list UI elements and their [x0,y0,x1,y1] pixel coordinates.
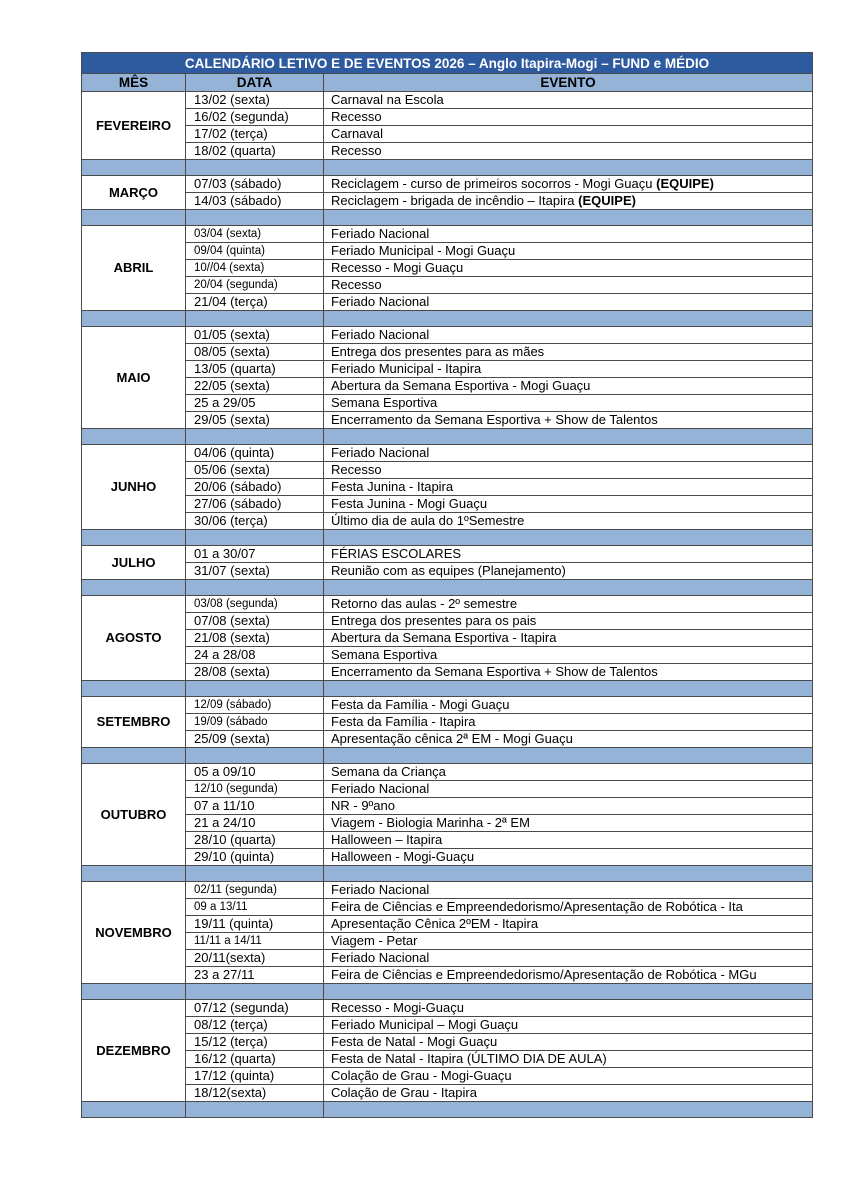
date-cell: 18/02 (quarta) [186,143,324,160]
table-row [82,479,813,496]
month-cell: DEZEMBRO [82,1000,186,1102]
date-cell: 05 a 09/10 [186,764,324,781]
date-cell: 09 a 13/11 [186,899,324,916]
event-cell [324,395,813,412]
date-cell: 03/08 (segunda) [186,596,324,613]
separator-cell [186,311,324,327]
event-team-tag: (EQUIPE) [656,176,714,191]
table-row [82,731,813,748]
event-text: Festa da Família - Mogi Guaçu [331,697,510,712]
separator-cell [82,984,186,1000]
event-text: Recesso - Mogi Guaçu [331,260,464,275]
event-cell [324,563,813,580]
date-cell: 21 a 24/10 [186,815,324,832]
event-cell [324,260,813,277]
month-separator-row [82,210,813,226]
event-cell [324,950,813,967]
event-cell [324,714,813,731]
event-cell [324,277,813,294]
event-cell [324,1017,813,1034]
month-cell: JULHO [82,546,186,580]
month-separator-row [82,866,813,882]
table-row [82,260,813,277]
event-cell [324,933,813,950]
table-row [82,445,813,462]
event-cell [324,361,813,378]
event-text: Halloween – Itapira [331,832,443,847]
event-cell [324,496,813,513]
table-row [82,496,813,513]
table-row [82,1068,813,1085]
event-text: Recesso [331,462,382,477]
date-cell: 07/03 (sábado) [186,176,324,193]
month-separator-row [82,984,813,1000]
date-cell: 07 a 11/10 [186,798,324,815]
table-row [82,664,813,681]
date-cell: 23 a 27/11 [186,967,324,984]
month-cell: AGOSTO [82,596,186,681]
date-cell: 24 a 28/08 [186,647,324,664]
event-text: Feriado Nacional [331,226,430,241]
calendar-body [82,92,813,1118]
event-cell [324,109,813,126]
table-row [82,832,813,849]
date-cell: 11/11 a 14/11 [186,933,324,950]
separator-cell [186,681,324,697]
date-cell: 28/10 (quarta) [186,832,324,849]
event-cell [324,92,813,109]
event-text: Semana da Criança [331,764,446,779]
table-row [82,764,813,781]
event-text: Feriado Nacional [331,950,430,965]
table-row [82,849,813,866]
separator-cell [324,984,813,1000]
separator-cell [324,429,813,445]
header-event: EVENTO [324,74,813,92]
date-cell: 29/10 (quinta) [186,849,324,866]
event-text: Festa da Família - Itapira [331,714,476,729]
date-cell: 08/05 (sexta) [186,344,324,361]
month-separator-row [82,1102,813,1118]
table-row [82,361,813,378]
event-cell [324,731,813,748]
table-row [82,294,813,311]
event-cell [324,1068,813,1085]
date-cell: 21/04 (terça) [186,294,324,311]
calendar-title: CALENDÁRIO LETIVO E DE EVENTOS 2026 – Anglo Itapira-Mogi – FUND e MÉDIO [82,53,813,74]
month-cell: OUTUBRO [82,764,186,866]
date-cell: 16/12 (quarta) [186,1051,324,1068]
separator-cell [186,748,324,764]
event-text: Carnaval na Escola [331,92,444,107]
event-text: Festa Junina - Itapira [331,479,454,494]
table-row [82,647,813,664]
event-text: Semana Esportiva [331,647,438,662]
date-cell: 03/04 (sexta) [186,226,324,243]
table-row [82,126,813,143]
event-text: NR - 9ºano [331,798,395,813]
table-row [82,462,813,479]
date-cell: 08/12 (terça) [186,1017,324,1034]
event-text: Entrega dos presentes para as mães [331,344,545,359]
table-row [82,596,813,613]
event-text: Último dia de aula do 1ºSemestre [331,513,525,528]
event-team-tag: (EQUIPE) [578,193,636,208]
table-row [82,882,813,899]
date-cell: 25 a 29/05 [186,395,324,412]
table-row [82,916,813,933]
event-cell [324,815,813,832]
event-cell [324,546,813,563]
table-row [82,1017,813,1034]
event-cell [324,916,813,933]
table-row [82,1085,813,1102]
month-separator-row [82,311,813,327]
table-row [82,226,813,243]
table-row [82,815,813,832]
month-cell: MAIO [82,327,186,429]
date-cell: 25/09 (sexta) [186,731,324,748]
table-row [82,546,813,563]
table-row [82,176,813,193]
date-cell: 01 a 30/07 [186,546,324,563]
event-text: Colação de Grau - Itapira [331,1085,477,1100]
event-cell [324,294,813,311]
date-cell: 21/08 (sexta) [186,630,324,647]
event-cell [324,513,813,530]
event-cell [324,143,813,160]
month-cell: JUNHO [82,445,186,530]
month-cell: ABRIL [82,226,186,311]
date-cell: 12/10 (segunda) [186,781,324,798]
event-cell [324,664,813,681]
table-row [82,714,813,731]
calendar-table [81,52,813,1118]
event-cell [324,193,813,210]
event-text: FÉRIAS ESCOLARES [331,546,462,561]
date-cell: 19/11 (quinta) [186,916,324,933]
event-text: Semana Esportiva [331,395,438,410]
separator-cell [324,748,813,764]
table-row [82,613,813,630]
month-separator-row [82,530,813,546]
table-row [82,933,813,950]
event-text: Feriado Nacional [331,327,430,342]
event-cell [324,596,813,613]
event-cell [324,832,813,849]
date-cell: 05/06 (sexta) [186,462,324,479]
event-text: Carnaval [331,126,384,141]
month-separator-row [82,681,813,697]
event-text: Festa Junina - Mogi Guaçu [331,496,488,511]
table-row [82,277,813,294]
event-text: Recesso - Mogi-Guaçu [331,1000,464,1015]
date-cell: 07/08 (sexta) [186,613,324,630]
table-row [82,1034,813,1051]
table-row [82,563,813,580]
separator-cell [324,1102,813,1118]
separator-cell [82,866,186,882]
title-row [82,53,813,74]
event-cell [324,647,813,664]
date-cell: 10//04 (sexta) [186,260,324,277]
event-text: Feira de Ciências e Empreendedorismo/Apresentação de Robótica - MGu [331,967,757,982]
event-text: Recesso [331,143,382,158]
table-row [82,395,813,412]
event-text: Recesso [331,109,382,124]
month-cell: FEVEREIRO [82,92,186,160]
table-row [82,143,813,160]
table-row [82,92,813,109]
event-text: Feriado Nacional [331,445,430,460]
date-cell: 19/09 (sábado [186,714,324,731]
separator-cell [186,530,324,546]
table-row [82,950,813,967]
month-separator-row [82,160,813,176]
date-cell: 28/08 (sexta) [186,664,324,681]
event-text: Feriado Municipal - Mogi Guaçu [331,243,516,258]
event-text: Feira de Ciências e Empreendedorismo/Apresentação de Robótica - Ita [331,899,743,914]
date-cell: 20/06 (sábado) [186,479,324,496]
date-cell: 12/09 (sábado) [186,697,324,714]
separator-cell [186,984,324,1000]
event-text: Apresentação Cênica 2ºEM - Itapira [331,916,539,931]
separator-cell [324,311,813,327]
table-row [82,1000,813,1017]
event-text: Colação de Grau - Mogi-Guaçu [331,1068,512,1083]
header-month: MÊS [82,74,186,92]
separator-cell [82,1102,186,1118]
month-separator-row [82,580,813,596]
event-cell [324,697,813,714]
event-text: Viagem - Biologia Marinha - 2ª EM [331,815,530,830]
date-cell: 02/11 (segunda) [186,882,324,899]
separator-cell [186,160,324,176]
event-cell [324,849,813,866]
separator-cell [82,580,186,596]
event-text: Recesso [331,277,382,292]
event-cell [324,781,813,798]
table-row [82,344,813,361]
separator-cell [82,530,186,546]
table-row [82,513,813,530]
event-cell [324,445,813,462]
date-cell: 17/02 (terça) [186,126,324,143]
table-row [82,967,813,984]
month-cell: NOVEMBRO [82,882,186,984]
date-cell: 16/02 (segunda) [186,109,324,126]
date-cell: 13/05 (quarta) [186,361,324,378]
event-text: Apresentação cênica 2ª EM - Mogi Guaçu [331,731,573,746]
separator-cell [324,681,813,697]
event-cell [324,176,813,193]
table-row [82,899,813,916]
event-text: Feriado Municipal – Mogi Guaçu [331,1017,519,1032]
date-cell: 30/06 (terça) [186,513,324,530]
date-cell: 13/02 (sexta) [186,92,324,109]
date-cell: 07/12 (segunda) [186,1000,324,1017]
date-cell: 29/05 (sexta) [186,412,324,429]
table-row [82,1051,813,1068]
event-text: Encerramento da Semana Esportiva + Show de Talentos [331,412,658,427]
table-row [82,697,813,714]
month-cell: SETEMBRO [82,697,186,748]
month-separator-row [82,748,813,764]
event-cell [324,1085,813,1102]
event-cell [324,798,813,815]
table-row [82,327,813,344]
event-cell [324,967,813,984]
separator-cell [324,530,813,546]
table-row [82,798,813,815]
date-cell: 22/05 (sexta) [186,378,324,395]
separator-cell [324,210,813,226]
date-cell: 17/12 (quinta) [186,1068,324,1085]
separator-cell [324,160,813,176]
separator-cell [324,866,813,882]
table-row [82,193,813,210]
event-text: Abertura da Semana Esportiva - Itapira [331,630,557,645]
event-cell [324,462,813,479]
event-text: Entrega dos presentes para os pais [331,613,537,628]
separator-cell [186,210,324,226]
event-cell [324,412,813,429]
event-text: Feriado Municipal - Itapira [331,361,482,376]
event-text: Viagem - Petar [331,933,418,948]
event-text: Reciclagem - brigada de incêndio – Itapira [331,193,575,208]
separator-cell [82,748,186,764]
event-text: Festa de Natal - Mogi Guaçu [331,1034,498,1049]
date-cell: 09/04 (quinta) [186,243,324,260]
event-cell [324,1000,813,1017]
event-text: Retorno das aulas - 2º semestre [331,596,518,611]
header-row [82,74,813,92]
event-cell [324,344,813,361]
date-cell: 14/03 (sábado) [186,193,324,210]
event-text: Feriado Nacional [331,882,430,897]
event-cell [324,479,813,496]
date-cell: 20/11(sexta) [186,950,324,967]
event-cell [324,226,813,243]
event-cell [324,613,813,630]
separator-cell [324,580,813,596]
separator-cell [186,580,324,596]
event-text: Abertura da Semana Esportiva - Mogi Guaçu [331,378,591,393]
separator-cell [82,210,186,226]
event-cell [324,243,813,260]
separator-cell [186,1102,324,1118]
event-text: Feriado Nacional [331,294,430,309]
month-cell: MARÇO [82,176,186,210]
event-text: Reunião com as equipes (Planejamento) [331,563,566,578]
event-cell [324,126,813,143]
event-text: Feriado Nacional [331,781,430,796]
date-cell: 04/06 (quinta) [186,445,324,462]
separator-cell [186,429,324,445]
separator-cell [82,681,186,697]
table-row [82,781,813,798]
date-cell: 20/04 (segunda) [186,277,324,294]
event-text: Encerramento da Semana Esportiva + Show de Talentos [331,664,658,679]
date-cell: 01/05 (sexta) [186,327,324,344]
event-cell [324,630,813,647]
table-row [82,243,813,260]
separator-cell [82,311,186,327]
month-separator-row [82,429,813,445]
separator-cell [82,429,186,445]
separator-cell [186,866,324,882]
date-cell: 31/07 (sexta) [186,563,324,580]
event-text: Festa de Natal - Itapira (ÚLTIMO DIA DE AULA) [331,1051,607,1066]
date-cell: 15/12 (terça) [186,1034,324,1051]
event-cell [324,764,813,781]
event-text: Reciclagem - curso de primeiros socorros - Mogi Guaçu [331,176,653,191]
date-cell: 27/06 (sábado) [186,496,324,513]
event-text: Halloween - Mogi-Guaçu [331,849,475,864]
table-row [82,630,813,647]
event-cell [324,899,813,916]
table-row [82,109,813,126]
table-row [82,378,813,395]
date-cell: 18/12(sexta) [186,1085,324,1102]
event-cell [324,882,813,899]
event-cell [324,327,813,344]
event-cell [324,1051,813,1068]
separator-cell [82,160,186,176]
event-cell [324,378,813,395]
event-cell [324,1034,813,1051]
header-date: DATA [186,74,324,92]
table-row [82,412,813,429]
